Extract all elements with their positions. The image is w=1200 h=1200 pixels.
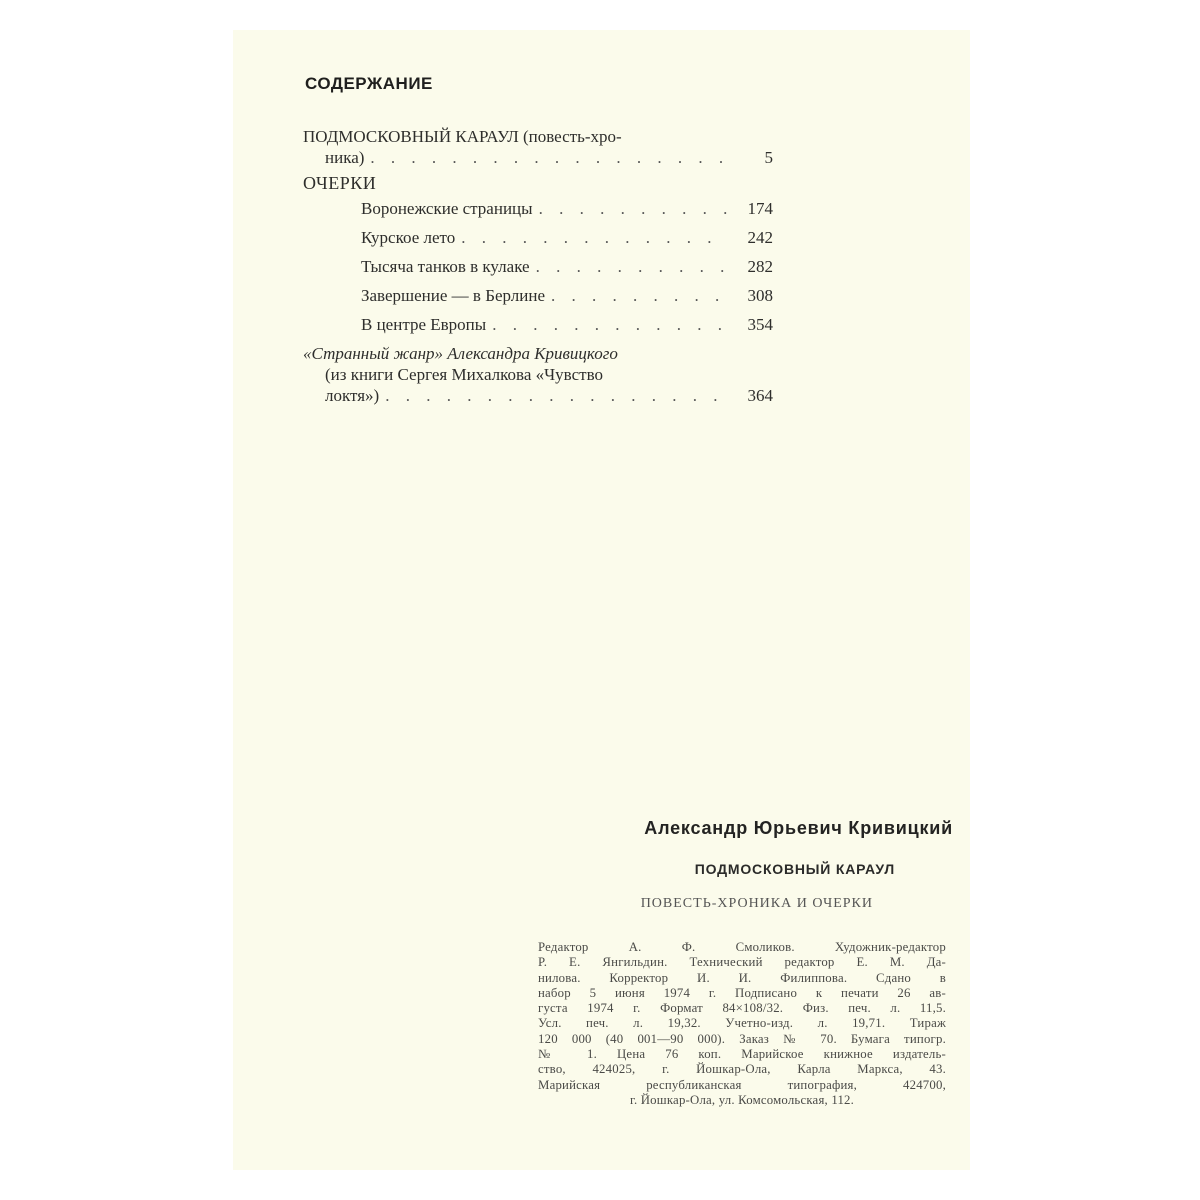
toc-essay-title: Воронежские страницы [361, 199, 533, 218]
toc-essay-title: Тысяча танков в кулаке [361, 257, 530, 276]
imprint-line: Редактор А. Ф. Смоликов. Художник-редактор [538, 940, 946, 954]
toc-page-number: 174 [747, 199, 773, 218]
imprint-line: набор 5 июня 1974 г. Подписано к печати 26 ав- [538, 985, 946, 1000]
toc-essay-entry [303, 285, 773, 306]
imprint-line: Усл. печ. л. 19,32. Учетно-изд. л. 19,71. Тираж [538, 1016, 946, 1031]
toc-page-number: 5 [764, 148, 773, 167]
leader-dots [539, 198, 727, 219]
toc-appendix-source-continued: локтя») [325, 386, 380, 405]
toc-essay-title: В центре Европы [361, 315, 487, 334]
imprint-line: Р. Е. Янгильдин. Технический редактор Е. М. Да- [538, 955, 946, 970]
leader-dots [385, 385, 727, 406]
imprint-line: № 1. Цена 76 коп. Марийское книжное издатель- [538, 1047, 946, 1062]
toc-essay-entry [303, 256, 773, 277]
table-of-contents [303, 126, 773, 406]
leader-dots [461, 227, 727, 248]
toc-essay-entry [303, 198, 773, 219]
toc-entry-main [303, 126, 773, 168]
toc-essay-entry [303, 227, 773, 248]
leader-dots [492, 314, 727, 335]
colophon [533, 818, 953, 912]
toc-essay-entry [303, 314, 773, 335]
leader-dots [536, 256, 727, 277]
toc-page-number: 308 [747, 286, 773, 305]
toc-page-number: 354 [747, 315, 773, 334]
book-page [233, 30, 970, 1170]
imprint-line: нилова. Корректор И. И. Филиппова. Сдано в [538, 970, 946, 985]
imprint-line: ство, 424025, г. Йошкар-Ола, Карла Маркса, 43. [538, 1062, 946, 1077]
toc-entry-title: ПОДМОСКОВНЫЙ КАРАУЛ (повесть-хро- [303, 127, 622, 146]
imprint-line: 120 000 (40 001—90 000). Заказ № 70. Бумага типогр. [538, 1031, 946, 1046]
author-name: Александр Юрьевич Кривицкий [644, 818, 953, 838]
toc-entry-appendix [303, 343, 773, 406]
toc-page-number: 282 [747, 257, 773, 276]
toc-appendix-source: (из книги Сергея Михалкова «Чувство [325, 365, 603, 384]
imprint-line-last: г. Йошкар-Ола, ул. Комсомольская, 112. [629, 1092, 855, 1107]
toc-page-number: 242 [747, 228, 773, 247]
toc-essay-title: Завершение — в Берлине [361, 286, 545, 305]
leader-dots [551, 285, 727, 306]
toc-essay-title: Курское лето [361, 228, 456, 247]
leader-dots [370, 147, 727, 168]
book-subtitle: ПОВЕСТЬ-ХРОНИКА И ОЧЕРКИ [640, 896, 873, 911]
toc-entry-title-continued: ника) [325, 148, 365, 167]
toc-appendix-title: «Странный жанр» Александра Кривицкого [303, 344, 618, 363]
book-title: ПОДМОСКОВНЫЙ КАРАУЛ [694, 861, 895, 877]
toc-page-number: 364 [747, 386, 773, 405]
imprint-line: густа 1974 г. Формат 84×108/32. Физ. печ. л. 11,5. [538, 1001, 946, 1016]
contents-heading: СОДЕРЖАНИЕ [305, 74, 433, 93]
toc-section-label: ОЧЕРКИ [303, 173, 377, 193]
imprint-block [538, 940, 946, 1108]
imprint-line: Марийская республиканская типография, 424700, [538, 1077, 946, 1092]
